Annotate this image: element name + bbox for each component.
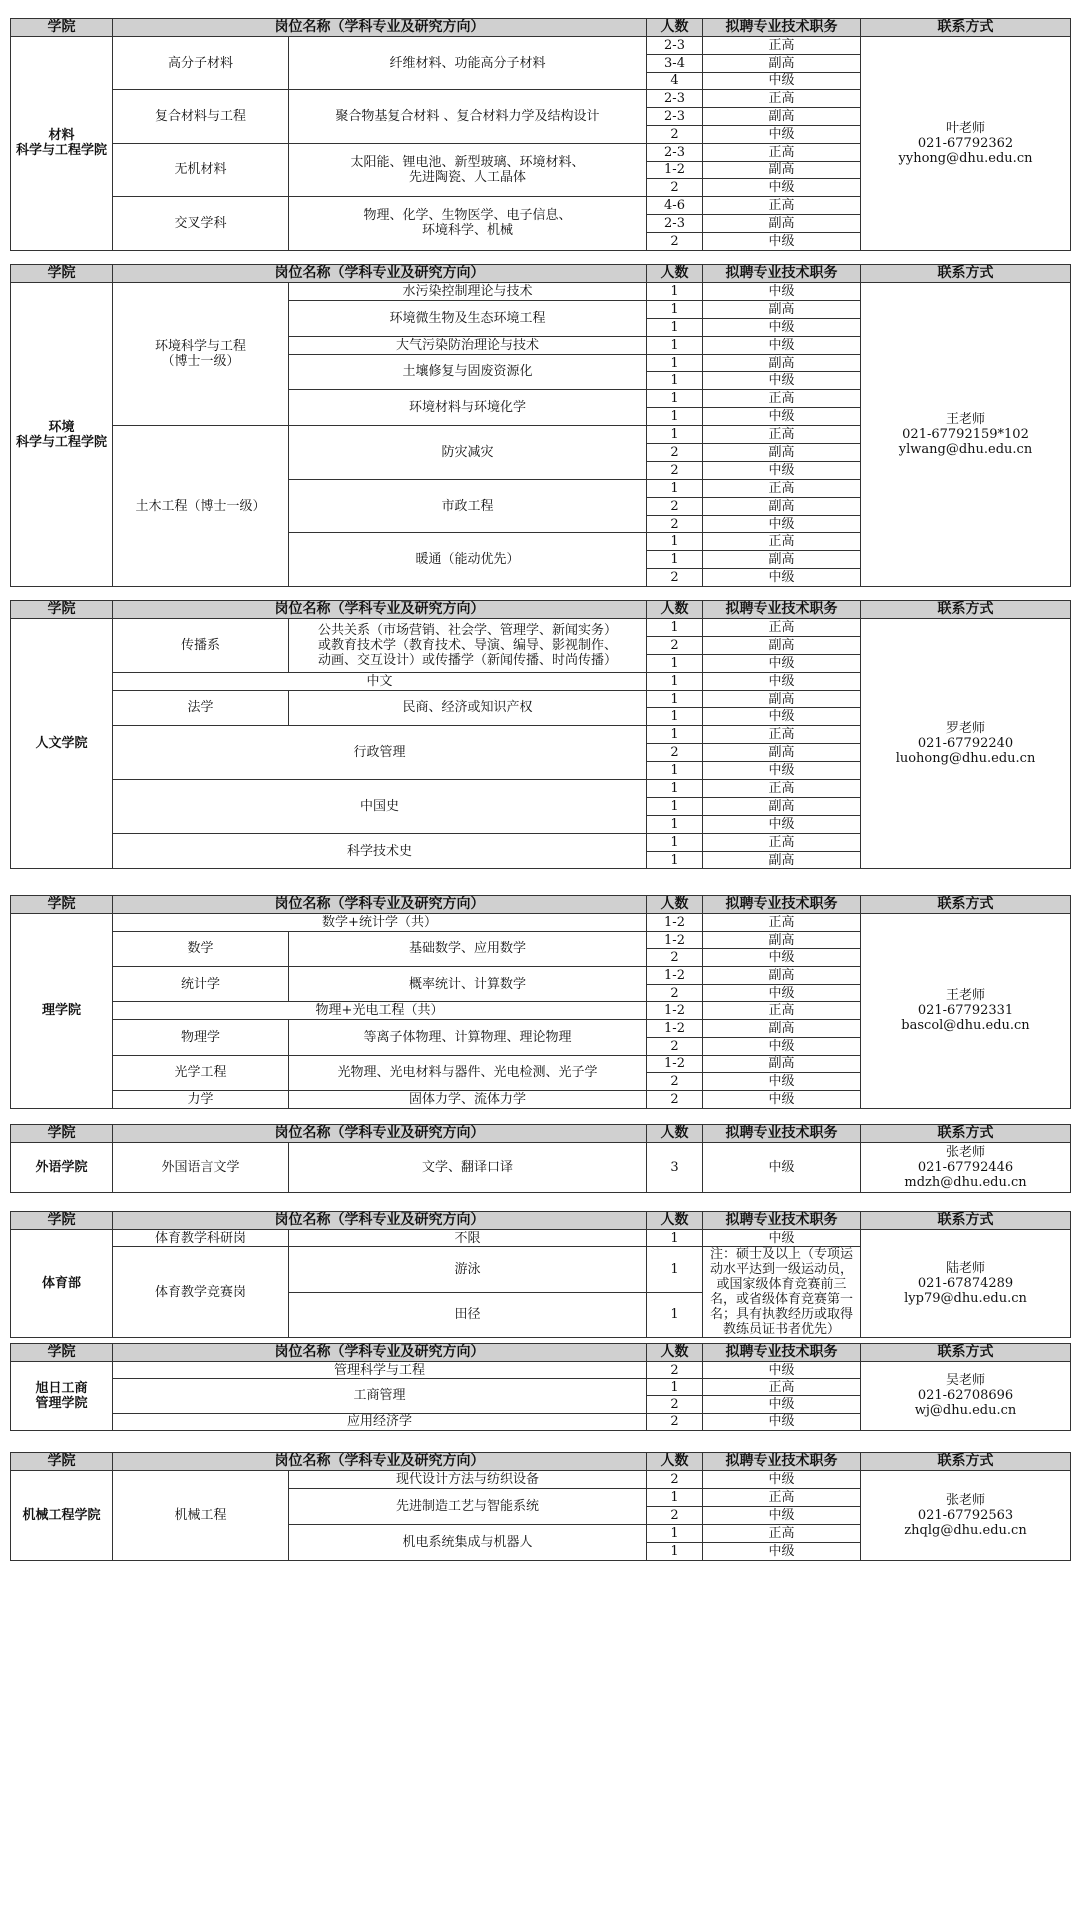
count-cell: 1 [647,1292,703,1338]
discipline-cell: 复合材料与工程 [113,90,289,143]
college-cell: 理学院 [11,914,113,1109]
discipline-cell: 法学 [113,690,289,726]
title-cell: 副高 [703,108,861,126]
count-cell: 2 [647,125,703,143]
header-contact: 联系方式 [861,265,1071,283]
count-cell: 2-3 [647,90,703,108]
title-cell: 中级 [703,672,861,690]
title-cell: 中级 [703,125,861,143]
header-title: 拟聘专业技术职务 [703,1453,861,1471]
count-cell: 2 [647,1413,703,1430]
count-cell: 2 [647,179,703,197]
count-cell: 1 [647,533,703,551]
header-row [11,265,1071,283]
header-count: 人数 [647,19,703,37]
count-cell: 2 [647,569,703,587]
title-cell: 中级 [703,1507,861,1525]
count-cell: 2 [647,515,703,533]
direction-cell: 固体力学、流体力学 [289,1090,647,1108]
title-cell: 副高 [703,797,861,815]
direction-cell: 物理、化学、生物医学、电子信息、 环境科学、机械 [289,197,647,250]
title-cell: 中级 [703,1396,861,1413]
title-cell: 正高 [703,426,861,444]
title-cell: 副高 [703,1055,861,1073]
count-cell: 2-3 [647,214,703,232]
contact-cell: 叶老师 021-67792362 yyhong@dhu.edu.cn [861,37,1071,251]
college-cell: 机械工程学院 [11,1471,113,1561]
direction-cell: 游泳 [289,1247,647,1293]
table-row [11,1471,1071,1489]
direction-cell: 概率统计、计算数学 [289,967,647,1002]
count-cell: 1 [647,780,703,798]
section-table [10,1124,1071,1193]
table-row [11,1362,1071,1379]
header-title: 拟聘专业技术职务 [703,896,861,914]
discipline-cell: 传播系 [113,619,289,673]
count-cell: 1-2 [647,967,703,985]
section-table [10,264,1071,587]
count-cell: 1 [647,1247,703,1293]
direction-cell: 等离子体物理、计算物理、理论物理 [289,1020,647,1055]
direction-cell: 纤维材料、功能高分子材料 [289,37,647,90]
title-cell: 正高 [703,1525,861,1543]
discipline-cell: 力学 [113,1090,289,1108]
table-row [11,283,1071,301]
title-cell: 中级 [703,1143,861,1193]
count-cell: 1-2 [647,161,703,179]
title-cell: 正高 [703,479,861,497]
title-cell: 中级 [703,762,861,780]
title-cell: 副高 [703,967,861,985]
direction-cell: 现代设计方法与纺织设备 [289,1471,647,1489]
discipline-cell: 中文 [113,672,647,690]
count-cell: 1 [647,815,703,833]
count-cell: 2 [647,1362,703,1379]
count-cell: 1 [647,408,703,426]
count-cell: 1 [647,654,703,672]
title-cell: 正高 [703,90,861,108]
direction-cell: 土壤修复与固废资源化 [289,354,647,390]
section-table [10,1452,1071,1561]
count-cell: 1 [647,762,703,780]
count-cell: 2 [647,497,703,515]
discipline-cell: 外国语言文学 [113,1143,289,1193]
header-row [11,1125,1071,1143]
discipline-cell: 工商管理 [113,1379,647,1413]
discipline-cell: 应用经济学 [113,1413,647,1430]
title-cell: 正高 [703,833,861,851]
discipline-cell: 土木工程（博士一级） [113,426,289,587]
title-cell: 中级 [703,1037,861,1055]
section-table [10,1343,1071,1431]
count-cell: 1 [647,426,703,444]
discipline-cell: 无机材料 [113,143,289,196]
direction-cell: 先进制造工艺与智能系统 [289,1489,647,1525]
title-cell: 中级 [703,1230,861,1247]
discipline-cell: 交叉学科 [113,197,289,250]
discipline-cell: 机械工程 [113,1471,289,1561]
title-cell: 副高 [703,497,861,515]
header-position: 岗位名称（学科专业及研究方向） [113,265,647,283]
title-cell: 副高 [703,300,861,318]
count-cell: 3-4 [647,54,703,72]
direction-cell: 环境微生物及生态环境工程 [289,300,647,336]
header-count: 人数 [647,601,703,619]
table-row [11,914,1071,932]
count-cell: 1-2 [647,931,703,949]
header-college: 学院 [11,1212,113,1230]
title-cell: 正高 [703,390,861,408]
count-cell: 2 [647,949,703,967]
header-row [11,1453,1071,1471]
title-cell: 中级 [703,1471,861,1489]
title-cell: 中级 [703,515,861,533]
count-cell: 2 [647,232,703,250]
title-cell: 正高 [703,1379,861,1396]
college-cell: 外语学院 [11,1143,113,1193]
count-cell: 2 [647,1073,703,1091]
count-cell: 2 [647,1037,703,1055]
direction-cell: 大气污染防治理论与技术 [289,336,647,354]
header-college: 学院 [11,1125,113,1143]
table-row [11,1143,1071,1193]
direction-cell: 太阳能、锂电池、新型玻璃、环境材料、 先进陶瓷、人工晶体 [289,143,647,196]
title-cell: 正高 [703,726,861,744]
title-cell: 正高 [703,914,861,932]
discipline-cell: 数学 [113,931,289,966]
header-contact: 联系方式 [861,1453,1071,1471]
contact-cell: 张老师 021-67792446 mdzh@dhu.edu.cn [861,1143,1071,1193]
direction-cell: 田径 [289,1292,647,1338]
direction-cell: 光物理、光电材料与器件、光电检测、光子学 [289,1055,647,1090]
section-table [10,18,1071,251]
header-contact: 联系方式 [861,1212,1071,1230]
title-cell: 正高 [703,37,861,55]
header-count: 人数 [647,1212,703,1230]
direction-cell: 聚合物基复合材料 、复合材料力学及结构设计 [289,90,647,143]
table-row [11,1230,1071,1247]
header-title: 拟聘专业技术职务 [703,1125,861,1143]
count-cell: 1 [647,1230,703,1247]
header-count: 人数 [647,896,703,914]
header-row [11,601,1071,619]
contact-cell: 王老师 021-67792331 bascol@dhu.edu.cn [861,914,1071,1109]
title-cell: 正高 [703,143,861,161]
title-cell: 正高 [703,619,861,637]
title-cell: 正高 [703,197,861,215]
direction-cell: 市政工程 [289,479,647,533]
count-cell: 2 [647,461,703,479]
title-cell: 中级 [703,372,861,390]
section-table [10,895,1071,1109]
direction-cell: 暖通（能动优先） [289,533,647,587]
discipline-cell: 物理+光电工程（共） [113,1002,647,1020]
header-college: 学院 [11,1344,113,1362]
header-title: 拟聘专业技术职务 [703,1212,861,1230]
count-cell: 2 [647,744,703,762]
discipline-cell: 中国史 [113,780,647,834]
count-cell: 1 [647,283,703,301]
direction-cell: 机电系统集成与机器人 [289,1525,647,1561]
title-cell: 副高 [703,354,861,372]
header-title: 拟聘专业技术职务 [703,1344,861,1362]
discipline-cell: 高分子材料 [113,37,289,90]
college-cell: 体育部 [11,1230,113,1338]
title-cell: 副高 [703,851,861,869]
count-cell: 1 [647,551,703,569]
header-row [11,19,1071,37]
title-cell: 副高 [703,636,861,654]
count-cell: 2 [647,1507,703,1525]
section-table [10,600,1071,869]
header-count: 人数 [647,1344,703,1362]
title-cell: 副高 [703,931,861,949]
count-cell: 4 [647,72,703,90]
header-position: 岗位名称（学科专业及研究方向） [113,896,647,914]
college-cell: 旭日工商 管理学院 [11,1362,113,1431]
discipline-cell: 科学技术史 [113,833,647,869]
discipline-cell: 光学工程 [113,1055,289,1090]
count-cell: 1 [647,372,703,390]
count-cell: 1 [647,726,703,744]
count-cell: 1 [647,390,703,408]
count-cell: 2-3 [647,143,703,161]
direction-cell: 民商、经济或知识产权 [289,690,647,726]
title-cell: 中级 [703,1073,861,1091]
header-college: 学院 [11,896,113,914]
count-cell: 1-2 [647,1002,703,1020]
count-cell: 1 [647,1525,703,1543]
title-cell: 中级 [703,1090,861,1108]
count-cell: 1 [647,1543,703,1561]
discipline-cell: 体育教学科研岗 [113,1230,289,1247]
contact-cell: 罗老师 021-67792240 luohong@dhu.edu.cn [861,619,1071,869]
discipline-cell: 管理科学与工程 [113,1362,647,1379]
count-cell: 4-6 [647,197,703,215]
count-cell: 3 [647,1143,703,1193]
section-table [10,1211,1071,1338]
title-cell: 中级 [703,461,861,479]
header-title: 拟聘专业技术职务 [703,601,861,619]
header-row [11,896,1071,914]
table-row [11,619,1071,637]
header-contact: 联系方式 [861,1125,1071,1143]
note-cell: 注：硕士及以上（专项运动水平达到一级运动员，或国家级体育竞赛前三名，或省级体育竞赛第一名；具有执教经历或取得教练员证书者优先） [703,1247,861,1338]
title-cell: 中级 [703,815,861,833]
title-cell: 中级 [703,708,861,726]
direction-cell: 水污染控制理论与技术 [289,283,647,301]
header-title: 拟聘专业技术职务 [703,19,861,37]
header-row [11,1212,1071,1230]
count-cell: 2 [647,636,703,654]
title-cell: 副高 [703,161,861,179]
discipline-cell: 数学+统计学（共） [113,914,647,932]
count-cell: 2 [647,1090,703,1108]
count-cell: 2 [647,1471,703,1489]
header-count: 人数 [647,1125,703,1143]
college-cell: 人文学院 [11,619,113,869]
title-cell: 副高 [703,744,861,762]
title-cell: 中级 [703,283,861,301]
header-contact: 联系方式 [861,601,1071,619]
header-college: 学院 [11,265,113,283]
discipline-cell: 统计学 [113,967,289,1002]
direction-cell: 不限 [289,1230,647,1247]
count-cell: 1-2 [647,914,703,932]
discipline-cell: 物理学 [113,1020,289,1055]
header-count: 人数 [647,1453,703,1471]
header-contact: 联系方式 [861,1344,1071,1362]
title-cell: 正高 [703,780,861,798]
college-cell: 环境 科学与工程学院 [11,283,113,587]
count-cell: 1 [647,619,703,637]
contact-cell: 王老师 021-67792159*102 ylwang@dhu.edu.cn [861,283,1071,587]
count-cell: 1 [647,300,703,318]
count-cell: 1 [647,354,703,372]
count-cell: 1 [647,318,703,336]
count-cell: 1 [647,336,703,354]
count-cell: 1 [647,851,703,869]
title-cell: 中级 [703,1543,861,1561]
college-cell: 材料 科学与工程学院 [11,37,113,251]
discipline-cell: 体育教学竞赛岗 [113,1247,289,1338]
header-college: 学院 [11,601,113,619]
title-cell: 中级 [703,318,861,336]
header-count: 人数 [647,265,703,283]
count-cell: 1 [647,690,703,708]
header-row [11,1344,1071,1362]
count-cell: 1 [647,1379,703,1396]
title-cell: 中级 [703,1362,861,1379]
title-cell: 副高 [703,1020,861,1038]
count-cell: 1 [647,672,703,690]
title-cell: 中级 [703,569,861,587]
title-cell: 中级 [703,984,861,1002]
count-cell: 2-3 [647,37,703,55]
contact-cell: 陆老师 021-67874289 lyp79@dhu.edu.cn [861,1230,1071,1338]
header-position: 岗位名称（学科专业及研究方向） [113,19,647,37]
contact-cell: 吴老师 021-62708696 wj@dhu.edu.cn [861,1362,1071,1431]
count-cell: 1 [647,797,703,815]
direction-cell: 公共关系（市场营销、社会学、管理学、新闻实务） 或教育技术学（教育技术、导演、编导、影视制作、 动画、交互设计）或传播学（新闻传播、时尚传播） [289,619,647,673]
title-cell: 中级 [703,408,861,426]
count-cell: 1 [647,708,703,726]
title-cell: 正高 [703,1002,861,1020]
title-cell: 副高 [703,444,861,462]
discipline-cell: 行政管理 [113,726,647,780]
count-cell: 1-2 [647,1020,703,1038]
header-position: 岗位名称（学科专业及研究方向） [113,1453,647,1471]
title-cell: 副高 [703,690,861,708]
direction-cell: 环境材料与环境化学 [289,390,647,426]
direction-cell: 防灾减灾 [289,426,647,480]
count-cell: 1 [647,833,703,851]
title-cell: 副高 [703,54,861,72]
count-cell: 1 [647,479,703,497]
direction-cell: 文学、翻译口译 [289,1143,647,1193]
count-cell: 2 [647,444,703,462]
direction-cell: 基础数学、应用数学 [289,931,647,966]
title-cell: 副高 [703,214,861,232]
title-cell: 中级 [703,1413,861,1430]
header-position: 岗位名称（学科专业及研究方向） [113,1212,647,1230]
count-cell: 1-2 [647,1055,703,1073]
count-cell: 2 [647,984,703,1002]
title-cell: 正高 [703,533,861,551]
title-cell: 中级 [703,336,861,354]
header-title: 拟聘专业技术职务 [703,265,861,283]
header-position: 岗位名称（学科专业及研究方向） [113,1344,647,1362]
title-cell: 副高 [703,551,861,569]
title-cell: 中级 [703,654,861,672]
discipline-cell: 环境科学与工程 （博士一级） [113,283,289,426]
title-cell: 中级 [703,949,861,967]
header-position: 岗位名称（学科专业及研究方向） [113,601,647,619]
header-contact: 联系方式 [861,896,1071,914]
header-college: 学院 [11,1453,113,1471]
header-contact: 联系方式 [861,19,1071,37]
header-position: 岗位名称（学科专业及研究方向） [113,1125,647,1143]
contact-cell: 张老师 021-67792563 zhqlg@dhu.edu.cn [861,1471,1071,1561]
count-cell: 2 [647,1396,703,1413]
title-cell: 中级 [703,72,861,90]
title-cell: 中级 [703,232,861,250]
table-row [11,37,1071,55]
count-cell: 2-3 [647,108,703,126]
title-cell: 中级 [703,179,861,197]
title-cell: 正高 [703,1489,861,1507]
count-cell: 1 [647,1489,703,1507]
header-college: 学院 [11,19,113,37]
